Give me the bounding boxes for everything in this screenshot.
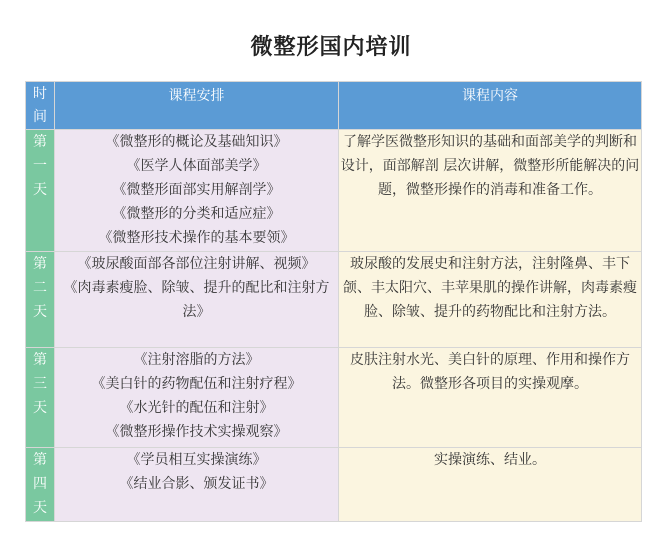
course-title: 《微整形的概论及基础知识》 <box>105 134 288 150</box>
day-label-char: 天 <box>33 182 47 198</box>
day-cell <box>26 348 55 448</box>
header-time <box>26 82 55 130</box>
course-title: 《美白针的药物配伍和注射疗程》 <box>91 376 302 392</box>
header-content: 课程内容 <box>339 82 642 130</box>
day-label-char: 第 <box>33 352 47 368</box>
course-title: 《结业合影、颁发证书》 <box>119 476 274 492</box>
day-label-char: 四 <box>33 476 47 492</box>
arrangement-cell <box>55 130 339 252</box>
course-title: 《肉毒素瘦脸、除皱、提升的配比和注射方法》 <box>63 280 330 320</box>
course-title: 《水光针的配伍和注射》 <box>119 400 274 416</box>
course-title: 《玻尿酸面部各部位注射讲解、视频》 <box>77 256 316 272</box>
training-schedule-table <box>25 81 642 522</box>
course-title: 《微整形技术操作的基本要领》 <box>98 230 295 246</box>
day-label-char: 第 <box>33 452 47 468</box>
arrangement-cell <box>55 448 339 522</box>
course-title: 《微整形面部实用解剖学》 <box>112 182 281 198</box>
day-label-char: 第 <box>33 256 47 272</box>
table-row <box>26 348 642 448</box>
arrangement-cell <box>55 348 339 448</box>
day-label-char: 天 <box>33 400 47 416</box>
day-label-char: 一 <box>33 158 47 174</box>
day-label-char: 二 <box>33 280 47 296</box>
day-label-char: 第 <box>33 134 47 150</box>
course-title: 《微整形操作技术实操观察》 <box>105 424 288 440</box>
header-time-line-2: 间 <box>33 109 47 125</box>
course-title: 《学员相互实操演练》 <box>126 452 267 468</box>
arrangement-cell <box>55 252 339 348</box>
table-row <box>26 448 642 522</box>
day-label-char: 天 <box>33 500 47 516</box>
course-title: 《医学人体面部美学》 <box>126 158 267 174</box>
header-time-line-1: 时 <box>33 86 47 102</box>
table-header-row <box>26 82 642 130</box>
content-cell: 了解学医微整形知识的基础和面部美学的判断和设计，面部解剖 层次讲解，微整形所能解决的问题，微整形操作的消毒和准备工作。 <box>339 130 642 252</box>
table-row <box>26 252 642 348</box>
header-arrangement: 课程安排 <box>55 82 339 130</box>
day-label-char: 天 <box>33 304 47 320</box>
page-title: 微整形国内培训 <box>250 35 412 60</box>
content-cell: 皮肤注射水光、美白针的原理、作用和操作方法。微整形各项目的实操观摩。 <box>339 348 642 448</box>
day-cell <box>26 130 55 252</box>
content-cell: 实操演练、结业。 <box>339 448 642 522</box>
table-row <box>26 130 642 252</box>
course-title: 《注射溶脂的方法》 <box>133 352 260 368</box>
day-cell <box>26 448 55 522</box>
day-cell <box>26 252 55 348</box>
content-cell: 玻尿酸的发展史和注射方法，注射隆鼻、丰下颌、丰太阳穴、丰苹果肌的操作讲解，肉毒素瘦脸、除皱、提升的药物配比和注射方法。 <box>339 252 642 348</box>
course-title: 《微整形的分类和适应症》 <box>112 206 281 222</box>
day-label-char: 三 <box>33 376 47 392</box>
